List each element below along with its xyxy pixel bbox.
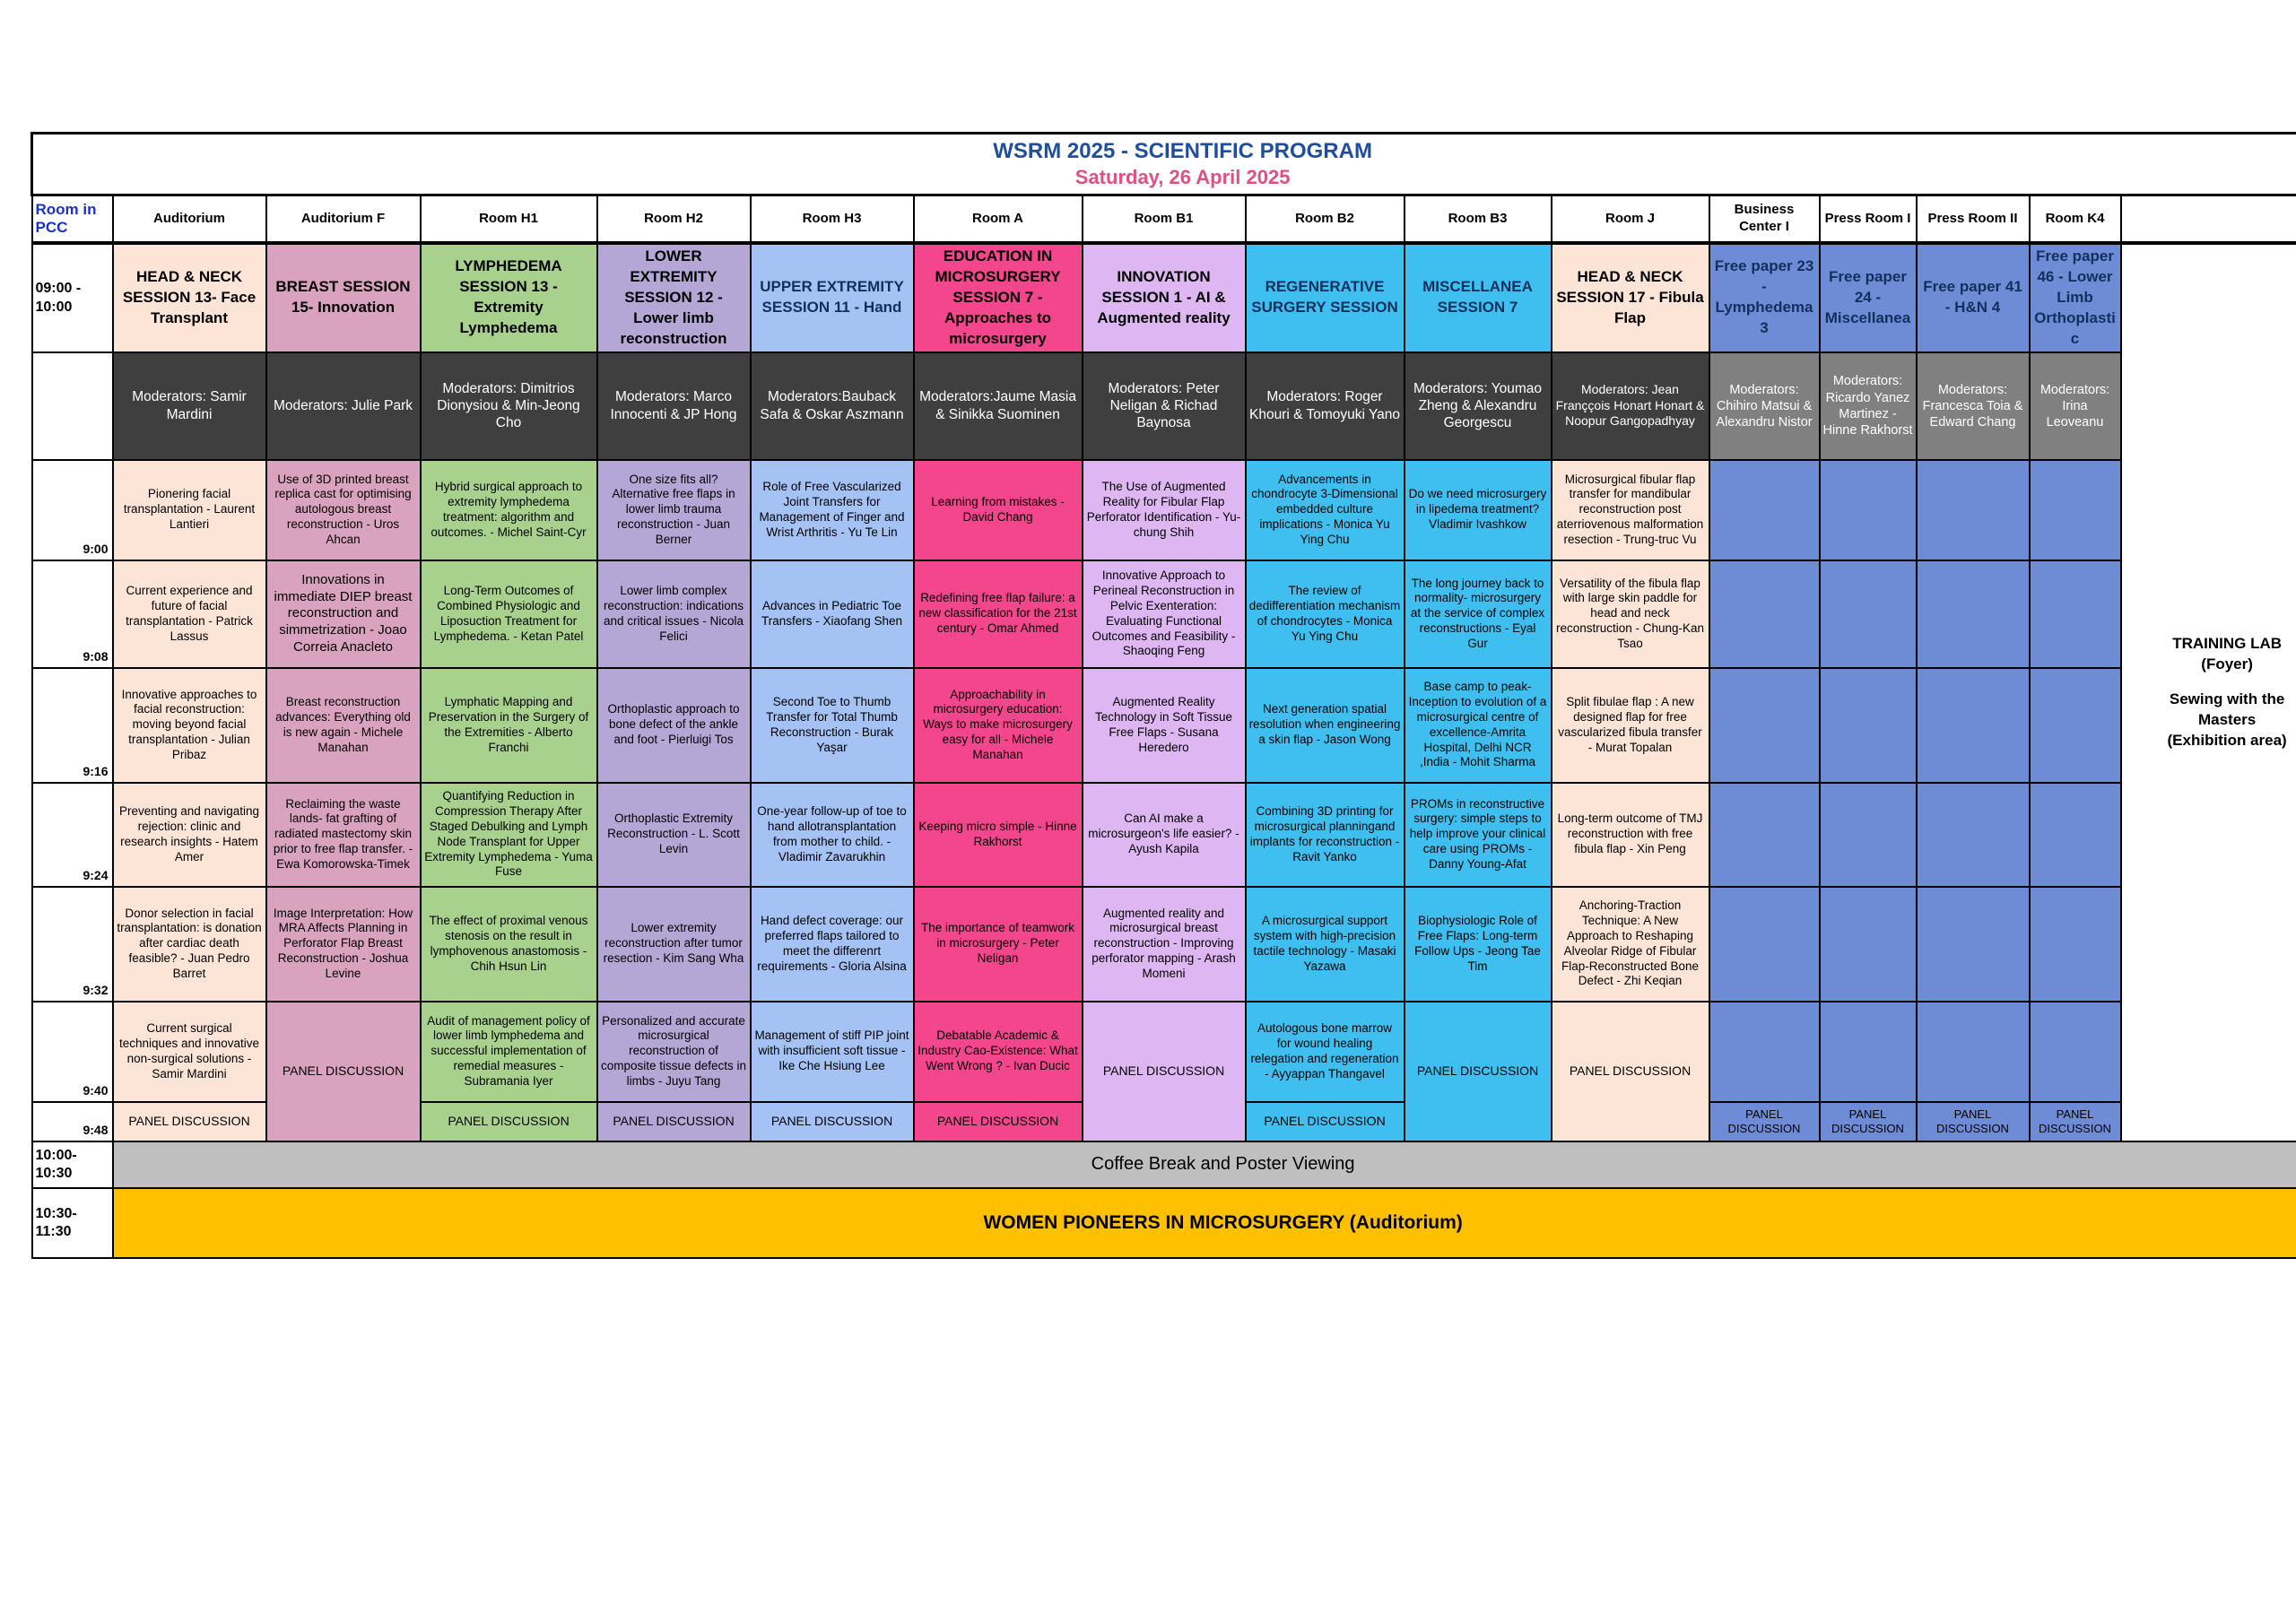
moderators: Moderators:Bauback Safa & Oskar Aszmann [751,352,914,460]
session-title: LYMPHEDEMA SESSION 13 - Extremity Lymphedema [421,243,597,352]
talk-cell: Innovations in immediate DIEP breast reconstruction and simmetrization - Joao Correia Anacleto [266,560,421,668]
room-header: Room H3 [751,195,914,244]
free-paper-cell [1917,460,2030,560]
session-title: MISCELLANEA SESSION 7 [1405,243,1552,352]
talk-cell: The Use of Augmented Reality for Fibular Flap Perforator Identification - Yu-chung Shih [1083,460,1246,560]
page-subtitle: Saturday, 26 April 2025 [1074,166,1291,189]
free-paper-cell [1820,783,1917,887]
session-title: REGENERATIVE SURGERY SESSION [1246,243,1405,352]
talk-cell: Augmented reality and microsurgical breast reconstruction - Improving perforator mapping - Arash Momeni [1083,887,1246,1002]
panel-discussion: PANEL DISCUSSION [751,1102,914,1141]
talk-cell: Combining 3D printing for microsurgical planningand implants for reconstruction - Ravit Yanko [1246,783,1405,887]
free-paper-cell [2030,1002,2121,1102]
moderators: Moderators: Chihiro Matsui & Alexandru Nistor [1709,352,1820,460]
talk-row [32,783,2296,887]
session-title: HEAD & NECK SESSION 17 - Fibula Flap [1552,243,1709,352]
talk-cell: A microsurgical support system with high-precision tactile technology - Masaki Yazawa [1246,887,1405,1002]
talk-row [32,460,2296,560]
talk-cell: The effect of proximal venous stenosis on the result in lymphovenous anastomosis - Chih Hsun Lin [421,887,597,1002]
talk-cell: Personalized and accurate microsurgical reconstruction of composite tissue defects in limbs - Juyu Tang [597,1002,751,1102]
moderators-time-empty [32,352,113,460]
room-header: Auditorium [113,195,266,244]
room-header: Auditorium F [266,195,421,244]
talk-cell: Augmented Reality Technology in Soft Tissue Free Flaps - Susana Heredero [1083,668,1246,783]
free-paper-cell [1917,1002,2030,1102]
talk-cell: Lower limb complex reconstruction: indications and critical issues - Nicola Felici [597,560,751,668]
talk-cell: PROMs in reconstructive surgery: simple steps to help improve your clinical care using PROMs - Danny Young-Afat [1405,783,1552,887]
free-paper-cell [1709,668,1820,783]
panel-discussion: PANEL DISCUSSION [1552,1002,1709,1141]
talk-row [32,560,2296,668]
talk-cell: Lower extremity reconstruction after tumor resection - Kim Sang Wha [597,887,751,1002]
talk-cell: Next generation spatial resolution when engineering a skin flap - Jason Wong [1246,668,1405,783]
talk-cell: Image Interpretation: How MRA Affects Planning in Perforator Flap Breast Reconstruction - Joshua Levine [266,887,421,1002]
talk-cell: Breast reconstruction advances: Everything old is new again - Michele Manahan [266,668,421,783]
room-header: Room K4 [2030,195,2121,244]
session-title: HEAD & NECK SESSION 13- Face Transplant [113,243,266,352]
moderators-row [32,352,2296,460]
room-header-empty [2121,195,2296,244]
panel-discussion: PANEL DISCUSSION [914,1102,1083,1141]
talk-cell: Split fibulae flap : A new designed flap for free vascularized fibula transfer - Murat Topalan [1552,668,1709,783]
session-row [32,243,2296,352]
talk-cell: Lymphatic Mapping and Preservation in the Surgery of the Extremities - Alberto Franchi [421,668,597,783]
free-paper-cell [2030,460,2121,560]
talk-cell: Role of Free Vascularized Joint Transfers for Management of Finger and Wrist Arthritis - Yu Te Lin [751,460,914,560]
free-paper-cell [2030,560,2121,668]
room-header: Press Room I [1820,195,1917,244]
session-title: BREAST SESSION 15- Innovation [266,243,421,352]
talk-cell: Audit of management policy of lower limb lymphedema and successful implementation of remedial measures - Subramania Iyer [421,1002,597,1102]
panel-discussion: PANEL DISCUSSION [1709,1102,1820,1141]
talk-cell: Long-term outcome of TMJ reconstruction with free fibula flap - Xin Peng [1552,783,1709,887]
time-mark: 9:24 [32,783,113,887]
free-paper-cell [1820,560,1917,668]
rooms-label: Room in PCC [32,195,113,244]
women-pioneers-time: 10:30- 11:30 [32,1188,113,1258]
talk-cell: Do we need microsurgery in lipedema treatment? Vladimir Ivashkow [1405,460,1552,560]
talk-cell: The long journey back to normality- microsurgery at the service of complex reconstructions - Eyal Gur [1405,560,1552,668]
panel-discussion: PANEL DISCUSSION [113,1102,266,1141]
talk-cell: Current surgical techniques and innovative non-surgical solutions - Samir Mardini [113,1002,266,1102]
program-table [30,132,2296,1259]
talk-cell: Anchoring-Traction Technique: A New Approach to Reshaping Alveolar Ridge of Fibular Flap-Reconstructed Bone Defect - Zhi Keqian [1552,887,1709,1002]
women-pioneers-row [32,1188,2296,1258]
talk-row [32,668,2296,783]
free-paper-cell [1709,560,1820,668]
coffee-time: 10:00- 10:30 [32,1141,113,1188]
women-pioneers-session: WOMEN PIONEERS IN MICROSURGERY (Auditorium) [113,1188,2296,1258]
free-paper-cell [1917,668,2030,783]
talk-cell: Learning from mistakes - David Chang [914,460,1083,560]
free-paper-cell [2030,887,2121,1002]
training-lab [2121,243,2296,1141]
panel-discussion: PANEL DISCUSSION [1917,1102,2030,1141]
room-header: Room B3 [1405,195,1552,244]
training-lab-line: TRAINING LAB [2172,635,2283,652]
program-sheet [30,132,2287,1259]
free-paper-cell [1820,460,1917,560]
session-title: INNOVATION SESSION 1 - AI & Augmented reality [1083,243,1246,352]
free-paper-cell [1709,1002,1820,1102]
moderators: Moderators: Ricardo Yanez Martinez - Hinne Rakhorst [1820,352,1917,460]
room-header-row [32,195,2296,244]
talk-cell: Hybrid surgical approach to extremity lymphedema treatment: algorithm and outcomes. - Michel Saint-Cyr [421,460,597,560]
free-paper-cell [1820,668,1917,783]
talk-cell: Biophysiologic Role of Free Flaps: Long-term Follow Ups - Jeong Tae Tim [1405,887,1552,1002]
talk-cell: Donor selection in facial transplantation: is donation after cardiac death feasible? - Juan Pedro Barret [113,887,266,1002]
moderators: Moderators: Francesca Toia & Edward Chang [1917,352,2030,460]
moderators: Moderators: Marco Innocenti & JP Hong [597,352,751,460]
talk-cell: Reclaiming the waste lands- fat grafting of radiated mastectomy skin prior to free flap transfer. - Ewa Komorowska-Timek [266,783,421,887]
talk-cell: Long-Term Outcomes of Combined Physiologic and Liposuction Treatment for Lymphedema. - Ketan Patel [421,560,597,668]
session-title: Free paper 23 - Lymphedema 3 [1709,243,1820,352]
moderators: Moderators: Samir Mardini [113,352,266,460]
talk-cell: Current experience and future of facial transplantation - Patrick Lassus [113,560,266,668]
panel-discussion: PANEL DISCUSSION [1405,1002,1552,1141]
talk-cell: Can AI make a microsurgeon's life easier? - Ayush Kapila [1083,783,1246,887]
moderators: Moderators: Youmao Zheng & Alexandru Georgescu [1405,352,1552,460]
free-paper-cell [1709,783,1820,887]
free-paper-cell [1820,887,1917,1002]
talk-cell: Innovative approaches to facial reconstruction: moving beyond facial transplantation - Julian Pribaz [113,668,266,783]
moderators: Moderators: Julie Park [266,352,421,460]
free-paper-cell [1709,460,1820,560]
talk-cell: Redefining free flap failure: a new classification for the 21st century - Omar Ahmed [914,560,1083,668]
training-lab-line: Sewing with the [2169,690,2285,707]
talk-cell: Keeping micro simple - Hinne Rakhorst [914,783,1083,887]
panel-discussion: PANEL DISCUSSION [597,1102,751,1141]
moderators: Moderators:Jaume Masia & Sinikka Suominen [914,352,1083,460]
talk-row [32,887,2296,1002]
session-title: UPPER EXTREMITY SESSION 11 - Hand [751,243,914,352]
panel-discussion: PANEL DISCUSSION [1820,1102,1917,1141]
talk-cell: Base camp to peak- Inception to evolution of a microsurgical centre of excellence-Amrita Hospital, Delhi NCR ,India - Mohit Sharma [1405,668,1552,783]
talk-cell: Quantifying Reduction in Compression Therapy After Staged Debulking and Lymph Node Transplant for Upper Extremity Lymphedema - Yuma Fuse [421,783,597,887]
talk-cell: Orthoplastic Extremity Reconstruction - L. Scott Levin [597,783,751,887]
talk-cell: Advancements in chondrocyte 3-Dimensional embedded culture implications - Monica Yu Ying Chu [1246,460,1405,560]
panel-discussion: PANEL DISCUSSION [421,1102,597,1141]
moderators: Moderators: Jean Franççois Honart Honart & Noopur Gangopadhyay [1552,352,1709,460]
room-header: Room B2 [1246,195,1405,244]
moderators: Moderators: Irina Leoveanu [2030,352,2121,460]
panel-discussion: PANEL DISCUSSION [1083,1002,1246,1141]
talk-cell: One-year follow-up of toe to hand allotransplantation from mother to child. - Vladimir Zavarukhin [751,783,914,887]
room-header: Room B1 [1083,195,1246,244]
panel-discussion: PANEL DISCUSSION [2030,1102,2121,1141]
session-title: EDUCATION IN MICROSURGERY SESSION 7 - Approaches to microsurgery [914,243,1083,352]
talk-cell: Use of 3D printed breast replica cast for optimising autologous breast reconstruction - Uros Ahcan [266,460,421,560]
moderators: Moderators: Dimitrios Dionysiou & Min-Jeong Cho [421,352,597,460]
coffee-break: Coffee Break and Poster Viewing [113,1141,2296,1188]
talk-cell: Approachability in microsurgery education: Ways to make microsurgery easy for all - Michele Manahan [914,668,1083,783]
time-mark: 9:40 [32,1002,113,1102]
session-title: Free paper 41 - H&N 4 [1917,243,2030,352]
time-mark: 9:48 [32,1102,113,1141]
free-paper-cell [2030,783,2121,887]
time-mark: 9:32 [32,887,113,1002]
room-header: Press Room II [1917,195,2030,244]
time-mark: 9:00 [32,460,113,560]
talk-cell: The review of dedifferentiation mechanism of chondrocytes - Monica Yu Ying Chu [1246,560,1405,668]
time-mark: 9:16 [32,668,113,783]
free-paper-cell [2030,668,2121,783]
page-title: WSRM 2025 - SCIENTIFIC PROGRAM [993,139,1372,164]
talk-cell: Pionering facial transplantation - Laurent Lantieri [113,460,266,560]
free-paper-cell [1709,887,1820,1002]
talk-row [32,1002,2296,1102]
talk-cell: Innovative Approach to Perineal Reconstruction in Pelvic Exenteration: Evaluating Functional Outcomes and Feasibility - Shaoqing Feng [1083,560,1246,668]
session-time: 09:00 - 10:00 [32,243,113,352]
session-title: Free paper 46 - Lower Limb Orthoplastic [2030,243,2121,352]
session-title: LOWER EXTREMITY SESSION 12 - Lower limb reconstruction [597,243,751,352]
panel-discussion: PANEL DISCUSSION [1246,1102,1405,1141]
title-block [32,134,2296,195]
session-title: Free paper 24 - Miscellanea [1820,243,1917,352]
coffee-row [32,1141,2296,1188]
room-header: Room J [1552,195,1709,244]
free-paper-cell [1917,783,2030,887]
room-header: Business Center I [1709,195,1820,244]
talk-cell: Advances in Pediatric Toe Transfers - Xiaofang Shen [751,560,914,668]
moderators: Moderators: Roger Khouri & Tomoyuki Yano [1246,352,1405,460]
training-lab-line: Masters [2197,710,2257,728]
room-header: Room A [914,195,1083,244]
room-header: Room H1 [421,195,597,244]
free-paper-cell [1917,560,2030,668]
free-paper-cell [1820,1002,1917,1102]
training-lab-line: (Exhibition area) [2167,731,2287,749]
talk-cell: Hand defect coverage: our preferred flaps tailored to meet the differenrt requirements - Gloria Alsina [751,887,914,1002]
panel-discussion: PANEL DISCUSSION [266,1002,421,1141]
talk-cell: The importance of teamwork in microsurgery - Peter Neligan [914,887,1083,1002]
talk-cell: Second Toe to Thumb Transfer for Total Thumb Reconstruction - Burak Yaşar [751,668,914,783]
training-lab-line: (Foyer) [2201,655,2253,673]
talk-cell: One size fits all? Alternative free flaps in lower limb trauma reconstruction - Juan Berner [597,460,751,560]
free-paper-cell [1917,887,2030,1002]
moderators: Moderators: Peter Neligan & Richad Baynosa [1083,352,1246,460]
talk-cell: Versatility of the fibula flap with large skin paddle for head and neck reconstruction - Chung-Kan Tsao [1552,560,1709,668]
talk-cell: Debatable Academic & Industry Cao-Existence: What Went Wrong ? - Ivan Ducic [914,1002,1083,1102]
talk-cell: Preventing and navigating rejection: clinic and research insights - Hatem Amer [113,783,266,887]
talk-cell: Microsurgical fibular flap transfer for mandibular reconstruction post aterriovenous malformation resection - Trung-truc Vu [1552,460,1709,560]
talk-cell: Management of stiff PIP joint with insufficient soft tissue - Ike Che Hsiung Lee [751,1002,914,1102]
time-mark: 9:08 [32,560,113,668]
talk-cell: Autologous bone marrow for wound healing relegation and regeneration - Ayyappan Thangavel [1246,1002,1405,1102]
talk-cell: Orthoplastic approach to bone defect of the ankle and foot - Pierluigi Tos [597,668,751,783]
room-header: Room H2 [597,195,751,244]
